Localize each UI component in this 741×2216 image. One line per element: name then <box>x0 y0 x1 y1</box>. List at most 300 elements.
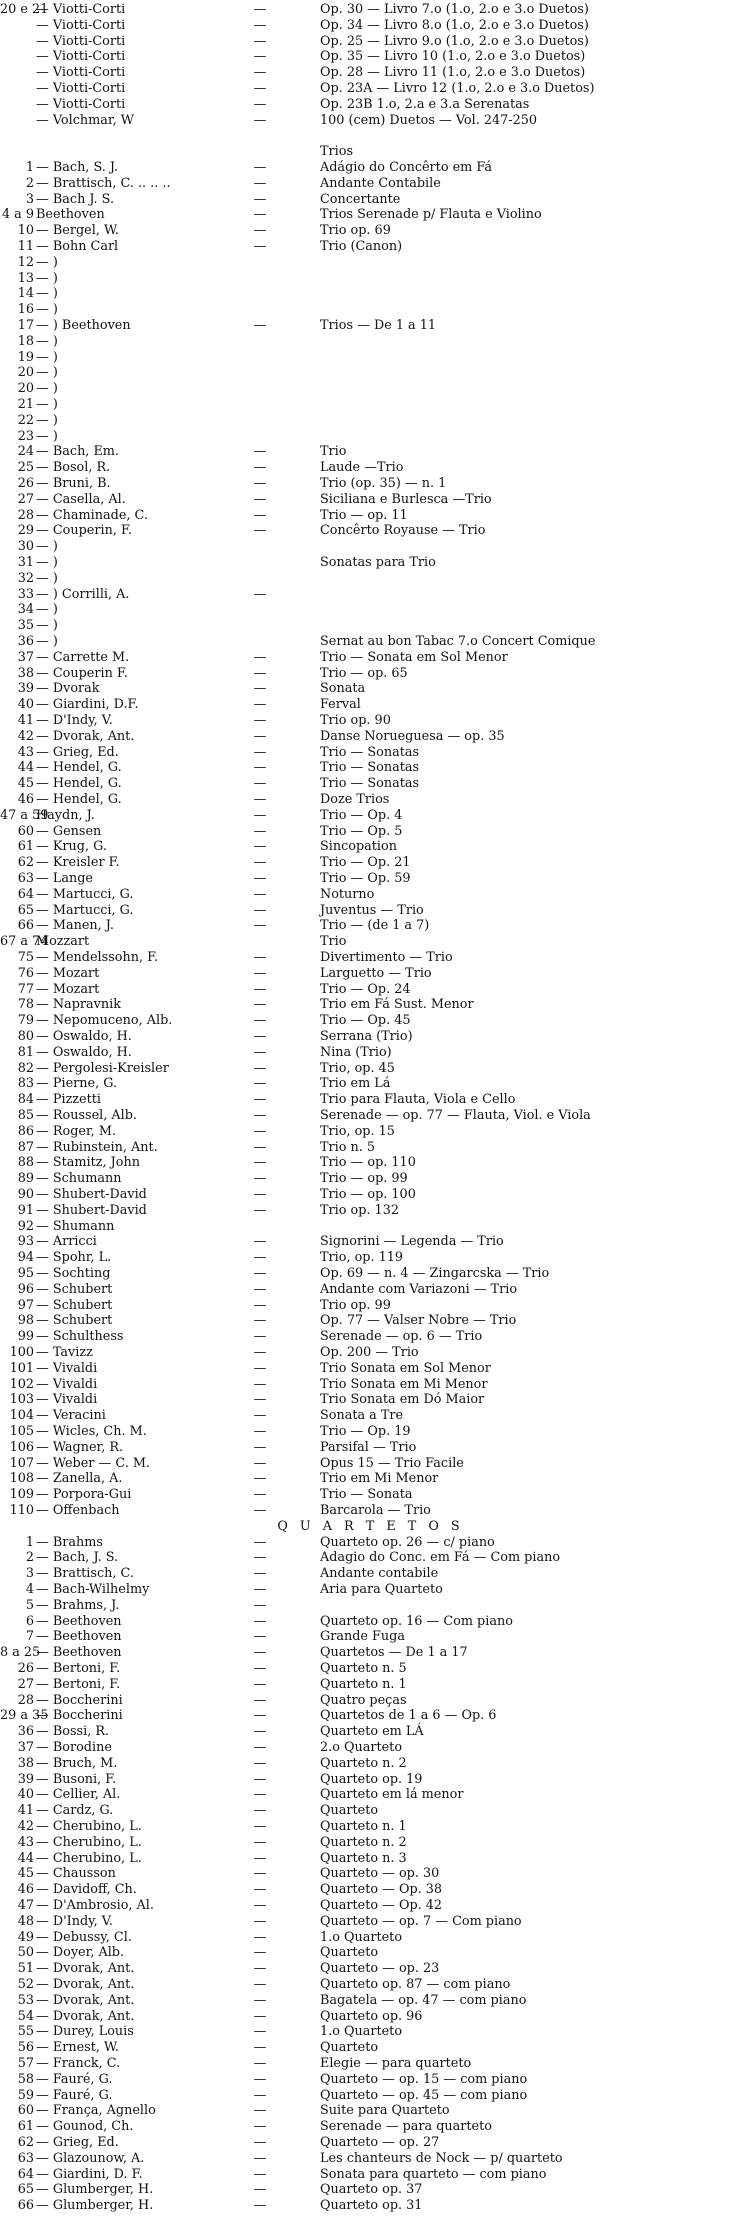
entry-number: 97 <box>17 1298 34 1313</box>
composer-name: — Franck, C. <box>36 2056 121 2071</box>
work-title: Grande Fuga <box>320 1629 405 1644</box>
separator-dash: — <box>253 1234 267 1249</box>
catalog-row <box>0 1820 741 1833</box>
composer-name: — Hendel, G. <box>36 776 122 791</box>
catalog-row <box>0 2089 741 2102</box>
composer-name: — D'Indy, V. <box>36 1914 113 1929</box>
work-title: Adagio do Conc. em Fá — Com piano <box>320 1550 561 1565</box>
entry-number: 34 <box>17 602 34 617</box>
catalog-row <box>0 761 741 774</box>
work-title: Quarteto <box>320 1945 379 1960</box>
catalog-row <box>0 382 741 395</box>
separator-dash: — <box>253 903 267 918</box>
separator-dash: — <box>253 2167 267 2182</box>
separator-dash: — <box>253 2198 267 2213</box>
composer-name: — Couperin F. <box>36 666 128 681</box>
composer-name: — Vivaldi <box>36 1377 98 1392</box>
work-title: Juventus — Trio <box>320 903 424 918</box>
composer-name: Beethoven <box>36 207 105 222</box>
entry-number: 37 <box>17 650 34 665</box>
work-title: Nina (Trio) <box>320 1045 392 1060</box>
entry-number: 56 <box>17 2040 34 2055</box>
catalog-row <box>0 1867 741 1880</box>
catalog-row <box>0 1899 741 1912</box>
catalog-row <box>0 588 741 601</box>
entry-number: 87 <box>17 1140 34 1155</box>
work-title: Larguetto — Trio <box>320 966 432 981</box>
catalog-row <box>0 667 741 680</box>
composer-name: — Oswaldo, H. <box>36 1045 132 1060</box>
work-title: Trio Sonata em Mi Menor <box>320 1377 488 1392</box>
composer-name: — Cardz, G. <box>36 1803 114 1818</box>
catalog-row <box>0 2073 741 2086</box>
entry-number: 47 a 59 <box>0 808 49 823</box>
work-title: Op. 200 — Trio <box>320 1345 419 1360</box>
entry-number: 38 <box>17 666 34 681</box>
separator-dash: — <box>253 1076 267 1091</box>
composer-name: — Chausson <box>36 1866 116 1881</box>
catalog-row <box>0 730 741 743</box>
work-title: Quarteto — Op. 38 <box>320 1882 443 1897</box>
catalog-row <box>0 856 741 869</box>
separator-dash: — <box>253 523 267 538</box>
composer-name: — Roger, M. <box>36 1124 116 1139</box>
composer-name: — Porpora-Gui <box>36 1487 132 1502</box>
separator-dash: — <box>253 1392 267 1407</box>
separator-dash: — <box>253 1266 267 1281</box>
work-title: Laude —Trio <box>320 460 404 475</box>
catalog-row <box>0 1062 741 1075</box>
composer-name: — Pierne, G. <box>36 1076 118 1091</box>
work-title: Aria para Quarteto <box>320 1582 443 1597</box>
composer-name: — Tavizz <box>36 1345 93 1360</box>
separator-dash: — <box>253 1582 267 1597</box>
composer-name: — ) Beethoven <box>36 318 131 333</box>
separator-dash: — <box>253 792 267 807</box>
separator-dash: — <box>253 1977 267 1992</box>
composer-name: — Brahms <box>36 1535 103 1550</box>
catalog-row <box>0 1251 741 1264</box>
catalog-row <box>0 1630 741 1643</box>
work-title: Trio — Sonata em Sol Menor <box>320 650 508 665</box>
catalog-row <box>0 1567 741 1580</box>
entry-number: 62 <box>17 2135 34 2150</box>
work-title: Quarteto — op. 27 <box>320 2135 440 2150</box>
work-title: Quarteto op. 16 — Com piano <box>320 1614 513 1629</box>
entry-number: 43 <box>17 745 34 760</box>
composer-name: — Casella, Al. <box>36 492 126 507</box>
composer-name: — ) <box>36 413 58 428</box>
composer-name: — Carrette M. <box>36 650 130 665</box>
work-title: Sernat au bon Tabac 7.o Concert Comique <box>320 634 596 649</box>
entry-number: 63 <box>17 871 34 886</box>
work-title: Op. 69 — n. 4 — Zingarcska — Trio <box>320 1266 550 1281</box>
separator-dash: — <box>253 1013 267 1028</box>
entry-number: 24 <box>17 444 34 459</box>
separator-dash: — <box>253 824 267 839</box>
work-title: Barcarola — Trio <box>320 1503 431 1518</box>
catalog-row <box>0 777 741 790</box>
catalog-row <box>0 635 741 648</box>
composer-name: — Krug, G. <box>36 839 107 854</box>
entry-number: 67 a 74 <box>0 934 49 949</box>
separator-dash: — <box>253 2088 267 2103</box>
work-title: Trio — Op. 45 <box>320 1013 411 1028</box>
separator-dash: — <box>253 1661 267 1676</box>
work-title: Ferval <box>320 697 361 712</box>
catalog-row <box>0 2010 741 2023</box>
work-title: Quarteto em lá menor <box>320 1787 464 1802</box>
composer-name: — Roussel, Alb. <box>36 1108 137 1123</box>
separator-dash: — <box>253 176 267 191</box>
separator-dash: — <box>253 1171 267 1186</box>
composer-name: — Oswaldo, H. <box>36 1029 132 1044</box>
catalog-row <box>0 619 741 632</box>
composer-name: — Dvorak, Ant. <box>36 1961 135 1976</box>
separator-dash: — <box>253 1756 267 1771</box>
entry-number: 4 a 9 <box>1 207 34 222</box>
catalog-row <box>0 904 741 917</box>
work-title: Noturno <box>320 887 375 902</box>
entry-number: 29 a 35 <box>0 1708 49 1723</box>
entry-number: 75 <box>17 950 34 965</box>
work-title: Sincopation <box>320 839 397 854</box>
work-title: Concêrto Royause — Trio <box>320 523 486 538</box>
composer-name: — ) <box>36 634 58 649</box>
entry-number: 44 <box>17 760 34 775</box>
work-title: Serenade — op. 77 — Flauta, Viol. e Viola <box>320 1108 591 1123</box>
composer-name: — Volchmar, W <box>36 113 134 128</box>
work-title: Quarteto n. 2 <box>320 1756 407 1771</box>
separator-dash: — <box>253 1298 267 1313</box>
separator-dash: — <box>253 81 267 96</box>
catalog-row <box>0 1235 741 1248</box>
composer-name: — Grieg, Ed. <box>36 2135 119 2150</box>
entry-number: 48 <box>17 1914 34 1929</box>
entry-number: 64 <box>17 887 34 902</box>
catalog-row <box>0 1946 741 1959</box>
entry-number: 41 <box>17 1803 34 1818</box>
entry-number: 20 e 21 <box>0 2 49 17</box>
composer-name: — Viotti-Corti <box>36 34 126 49</box>
entry-number: 66 <box>17 918 34 933</box>
separator-dash: — <box>253 1898 267 1913</box>
work-title: Trio — Op. 21 <box>320 855 411 870</box>
section-heading: Q U A R T E T O S <box>277 1519 464 1534</box>
composer-name: — Dvorak, Ant. <box>36 1977 135 1992</box>
composer-name: — Bertoni, F. <box>36 1677 121 1692</box>
catalog-row <box>0 967 741 980</box>
entry-number: 26 <box>17 1661 34 1676</box>
entry-number: 43 <box>17 1835 34 1850</box>
composer-name: — Gounod, Ch. <box>36 2119 134 2134</box>
composer-name: — Chaminade, C. <box>36 508 148 523</box>
catalog-row <box>0 746 741 759</box>
work-title: Trio (op. 35) — n. 1 <box>320 476 447 491</box>
entry-number: 2 <box>25 1550 34 1565</box>
composer-name: — França, Agnello <box>36 2103 156 2118</box>
composer-name: — Bach, J. S. <box>36 1550 119 1565</box>
entry-number: 51 <box>17 1961 34 1976</box>
work-title: Suite para Quarteto <box>320 2103 450 2118</box>
entry-number: 76 <box>17 966 34 981</box>
entry-number: 46 <box>17 792 34 807</box>
work-title: Les chanteurs de Nock — p/ quarteto <box>320 2151 563 2166</box>
separator-dash: — <box>253 1914 267 1929</box>
entry-number: 94 <box>17 1250 34 1265</box>
separator-dash: — <box>253 1313 267 1328</box>
catalog-row <box>0 809 741 822</box>
separator-dash: — <box>253 839 267 854</box>
composer-name: — Bosol, R. <box>36 460 111 475</box>
catalog-row <box>0 114 741 127</box>
work-title: Trio em Fá Sust. Menor <box>320 997 474 1012</box>
catalog-row <box>0 1393 741 1406</box>
catalog-row <box>0 1172 741 1185</box>
separator-dash: — <box>253 1140 267 1155</box>
separator-dash: — <box>253 729 267 744</box>
work-title: Trio, op. 45 <box>320 1061 395 1076</box>
composer-name: — Debussy, Cl. <box>36 1930 132 1945</box>
catalog-row <box>0 1709 741 1722</box>
composer-name: — Manen, J. <box>36 918 114 933</box>
entry-number: 27 <box>17 1677 34 1692</box>
separator-dash: — <box>253 1456 267 1471</box>
composer-name: — Giardini, D. F. <box>36 2167 143 2182</box>
entry-number: 85 <box>17 1108 34 1123</box>
composer-name: — Boccherini <box>36 1693 123 1708</box>
composer-name: — Kreisler F. <box>36 855 120 870</box>
composer-name: — Schulthess <box>36 1329 124 1344</box>
composer-name: — Borodine <box>36 1740 112 1755</box>
work-title: Trio — Sonatas <box>320 776 420 791</box>
composer-name: — ) <box>36 302 58 317</box>
work-title: Divertimento — Trio <box>320 950 453 965</box>
composer-name: — Bach, Em. <box>36 444 119 459</box>
composer-name: — ) <box>36 381 58 396</box>
composer-name: — Bossi, R. <box>36 1724 110 1739</box>
entry-number: 83 <box>17 1076 34 1091</box>
work-title: Trio para Flauta, Viola e Cello <box>320 1092 516 1107</box>
separator-dash: — <box>253 2056 267 2071</box>
separator-dash: — <box>253 1408 267 1423</box>
separator-dash: — <box>253 1203 267 1218</box>
composer-name: — ) <box>36 571 58 586</box>
composer-name: — Bruch, M. <box>36 1756 118 1771</box>
composer-name: — Fauré, G. <box>36 2072 113 2087</box>
entry-number: 55 <box>17 2024 34 2039</box>
entry-number: 64 <box>17 2167 34 2182</box>
work-title: Quarteto — Op. 42 <box>320 1898 443 1913</box>
work-title: Trio op. 69 <box>320 223 391 238</box>
entry-number: 101 <box>9 1361 34 1376</box>
separator-dash: — <box>253 745 267 760</box>
work-title: Serenade — para quarteto <box>320 2119 492 2134</box>
entry-number: 28 <box>17 1693 34 1708</box>
work-title: Trios Serenade p/ Flauta e Violino <box>320 207 542 222</box>
entry-number: 33 <box>17 587 34 602</box>
separator-dash: — <box>253 318 267 333</box>
entry-number: 36 <box>17 634 34 649</box>
separator-dash: — <box>253 1851 267 1866</box>
work-title: Op. 77 — Valser Nobre — Trio <box>320 1313 517 1328</box>
entry-number: 20 <box>17 365 34 380</box>
work-title: Quarteto n. 1 <box>320 1819 407 1834</box>
work-title: Quarteto n. 5 <box>320 1661 407 1676</box>
catalog-row <box>0 398 741 411</box>
work-title: Trio — Sonata <box>320 1487 413 1502</box>
composer-name: — Durey, Louis <box>36 2024 134 2039</box>
entry-number: 17 <box>17 318 34 333</box>
entry-number: 41 <box>17 713 34 728</box>
composer-name: — Dvorak, Ant. <box>36 729 135 744</box>
catalog-row <box>0 461 741 474</box>
composer-name: — Beethoven <box>36 1645 122 1660</box>
work-title: Quarteto n. 3 <box>320 1851 407 1866</box>
composer-name: — Rubinstein, Ant. <box>36 1140 158 1155</box>
separator-dash: — <box>253 650 267 665</box>
entry-number: 106 <box>9 1440 34 1455</box>
entry-number: 60 <box>17 2103 34 2118</box>
composer-name: — Cherubino, L. <box>36 1819 142 1834</box>
work-title: Siciliana e Burlesca —Trio <box>320 492 492 507</box>
catalog-row <box>0 840 741 853</box>
separator-dash: — <box>253 18 267 33</box>
entry-number: 65 <box>17 903 34 918</box>
separator-dash: — <box>253 982 267 997</box>
separator-dash: — <box>253 1440 267 1455</box>
work-title: Opus 15 — Trio Facile <box>320 1456 464 1471</box>
composer-name: — Dvorak, Ant. <box>36 2009 135 2024</box>
composer-name: — Viotti-Corti <box>36 2 126 17</box>
entry-number: 12 <box>17 255 34 270</box>
catalog-row <box>0 1978 741 1991</box>
entry-number: 66 <box>17 2198 34 2213</box>
catalog-row <box>0 998 741 1011</box>
separator-dash: — <box>253 1930 267 1945</box>
composer-name: Haydn, J. <box>36 808 95 823</box>
composer-name: — Brahms, J. <box>36 1598 120 1613</box>
catalog-row <box>0 1204 741 1217</box>
composer-name: — Cherubino, L. <box>36 1835 142 1850</box>
entry-number: 78 <box>17 997 34 1012</box>
catalog-row <box>0 1441 741 1454</box>
catalog-row <box>0 1551 741 1564</box>
catalog-row <box>0 2168 741 2181</box>
entry-number: 110 <box>9 1503 34 1518</box>
entry-number: 96 <box>17 1282 34 1297</box>
entry-number: 16 <box>17 302 34 317</box>
catalog-row <box>0 1599 741 1612</box>
composer-name: — Wagner, R. <box>36 1440 124 1455</box>
catalog-row <box>0 1615 741 1628</box>
entry-number: 50 <box>17 1945 34 1960</box>
composer-name: — Hendel, G. <box>36 760 122 775</box>
composer-name: — D'Ambrosio, Al. <box>36 1898 154 1913</box>
catalog-row <box>0 1583 741 1596</box>
entry-number: 14 <box>17 286 34 301</box>
work-title: 100 (cem) Duetos — Vol. 247-250 <box>320 113 538 128</box>
separator-dash: — <box>253 776 267 791</box>
work-title: 2.o Quarteto <box>320 1740 403 1755</box>
work-title: Trio — op. 100 <box>320 1187 416 1202</box>
entry-number: 13 <box>17 271 34 286</box>
entry-number: 79 <box>17 1013 34 1028</box>
catalog-row <box>0 1472 741 1485</box>
catalog-row <box>0 1915 741 1928</box>
separator-dash: — <box>253 460 267 475</box>
catalog-row <box>0 1883 741 1896</box>
catalog-row <box>0 1678 741 1691</box>
separator-dash: — <box>253 1282 267 1297</box>
separator-dash: — <box>253 966 267 981</box>
separator-dash: — <box>253 587 267 602</box>
separator-dash: — <box>253 2009 267 2024</box>
separator-dash: — <box>253 1787 267 1802</box>
work-title: Quarteto op. 96 <box>320 2009 423 2024</box>
separator-dash: — <box>253 1503 267 1518</box>
work-title: Quarteto — op. 45 — com piano <box>320 2088 528 2103</box>
separator-dash: — <box>253 1345 267 1360</box>
catalog-row <box>0 888 741 901</box>
composer-name: — Glumberger, H. <box>36 2198 154 2213</box>
entry-number: 38 <box>17 1756 34 1771</box>
catalog-row <box>0 1378 741 1391</box>
composer-name: — Fauré, G. <box>36 2088 113 2103</box>
work-title: Sonata <box>320 681 366 696</box>
separator-dash: — <box>253 1993 267 2008</box>
work-title: Trio <box>320 934 347 949</box>
entry-number: 61 <box>17 839 34 854</box>
separator-dash: — <box>253 113 267 128</box>
catalog-row <box>0 825 741 838</box>
catalog-row <box>0 2025 741 2038</box>
entry-number: 4 <box>25 1582 34 1597</box>
entry-number: 29 <box>17 523 34 538</box>
composer-name: — Stamitz, John <box>36 1155 140 1170</box>
separator-dash: — <box>253 2103 267 2118</box>
separator-dash: — <box>253 1772 267 1787</box>
composer-name: — D'Indy, V. <box>36 713 113 728</box>
entry-number: 93 <box>17 1234 34 1249</box>
work-title: Quarteto op. 26 — c/ piano <box>320 1535 495 1550</box>
entry-number: 39 <box>17 1772 34 1787</box>
separator-dash: — <box>253 444 267 459</box>
work-title: Bagatela — op. 47 — com piano <box>320 1993 527 2008</box>
work-title: Sonata para quarteto — com piano <box>320 2167 547 2182</box>
separator-dash: — <box>253 1835 267 1850</box>
composer-name: — ) <box>36 555 58 570</box>
composer-name: — ) <box>36 271 58 286</box>
work-title: Trios — De 1 a 11 <box>320 318 437 333</box>
separator-dash: — <box>253 1803 267 1818</box>
work-title: Op. 35 — Livro 10 (1.o, 2.o e 3.o Duetos) <box>320 49 586 64</box>
composer-name: — Shubert-David <box>36 1203 147 1218</box>
catalog-row <box>0 2057 741 2070</box>
composer-name: — Pizzetti <box>36 1092 102 1107</box>
separator-dash: — <box>253 871 267 886</box>
work-title: Op. 23A — Livro 12 (1.o, 2.o e 3.o Duetos) <box>320 81 595 96</box>
separator-dash: — <box>253 476 267 491</box>
catalog-row <box>0 256 741 269</box>
catalog-row <box>0 1346 741 1359</box>
entry-number: 95 <box>17 1266 34 1281</box>
catalog-row <box>0 351 741 364</box>
entry-number: 57 <box>17 2056 34 2071</box>
entry-number: 27 <box>17 492 34 507</box>
separator-dash: — <box>253 997 267 1012</box>
composer-name: — Boccherini <box>36 1708 123 1723</box>
